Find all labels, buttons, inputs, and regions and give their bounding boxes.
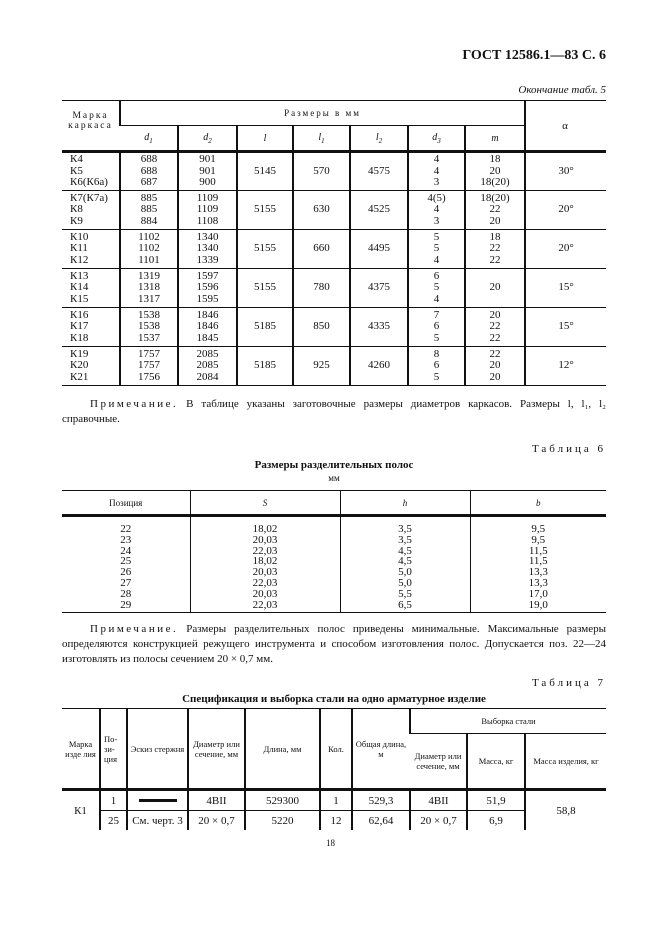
col-total-length: Общая длина, м	[352, 709, 410, 790]
cell-diameter: 4ВII	[188, 790, 245, 811]
col-header-l1: $l_1$	[293, 126, 350, 152]
col-header-m: m	[465, 126, 525, 152]
cell-l: 5155	[237, 191, 293, 230]
cell-l2: 4260	[350, 347, 408, 386]
cell-d2: 1597 1596 1595	[178, 269, 237, 308]
cell-length: 529300	[245, 790, 320, 811]
subscript: 1	[321, 136, 325, 145]
col-header-d3: $d_3$	[408, 126, 465, 152]
sizes-group-header: Размеры в мм	[120, 101, 525, 126]
cell-d2: 1340 1340 1339	[178, 230, 237, 269]
col-header: S	[190, 491, 340, 516]
col-quantity: Кол.	[320, 709, 352, 790]
cell-m: 20	[465, 269, 525, 308]
cell-l2: 4525	[350, 191, 408, 230]
cell-d3: 4(5) 4 3	[408, 191, 465, 230]
table-6	[62, 490, 606, 613]
col-mark-header: Марка каркаса	[62, 101, 120, 152]
table-row	[62, 191, 606, 230]
note-label: Примечание.	[90, 623, 179, 635]
cell-total-length: 529,3	[352, 790, 410, 811]
table-row	[62, 347, 606, 386]
cell-m: 18(20) 22 20	[465, 191, 525, 230]
col-steel-selection: Выборка стали	[410, 709, 606, 734]
note-label: Примечание.	[90, 398, 179, 410]
cell-alpha: 20°	[525, 230, 606, 269]
cell-m: 20 22 22	[465, 308, 525, 347]
cell-l: 5155	[237, 230, 293, 269]
cell-d1: 688 688 687	[120, 152, 178, 191]
table-row	[62, 811, 606, 831]
cell-item-mass: 58,8	[525, 790, 606, 831]
table7-label: Таблица 7	[531, 677, 606, 689]
col-header-d1: $d_1$	[120, 126, 178, 152]
cell-l2: 4375	[350, 269, 408, 308]
cell-alpha: 20°	[525, 191, 606, 230]
cell-marks: К4 К5 К6(К6а)	[62, 152, 120, 191]
col-header-l: l	[237, 126, 293, 152]
col-alpha-header: α	[525, 101, 606, 152]
cell-l1: 630	[293, 191, 350, 230]
cell-quantity: 12	[320, 811, 352, 831]
cell-l1: 925	[293, 347, 350, 386]
cell-d1: 1538 1538 1537	[120, 308, 178, 347]
table6-note	[62, 622, 606, 667]
cell-l: 5185	[237, 347, 293, 386]
cell-d3: 6 5 4	[408, 269, 465, 308]
cell-sel-diameter: 4ВII	[410, 790, 467, 811]
cell-quantity: 1	[320, 790, 352, 811]
cell-d2: 1846 1846 1845	[178, 308, 237, 347]
subscript: 1	[149, 136, 153, 145]
col-length: Длина, мм	[245, 709, 320, 790]
cell-marks: К10 К11 К12	[62, 230, 120, 269]
col-header-l2: $l_2$	[350, 126, 408, 152]
cell-l: 5155	[237, 269, 293, 308]
col-mark: Марка изде лия	[62, 709, 100, 790]
cell-l2: 4495	[350, 230, 408, 269]
cell-marks: К13 К14 К15	[62, 269, 120, 308]
page-number: 18	[326, 838, 335, 848]
cell-length: 5220	[245, 811, 320, 831]
subscript: 3	[437, 136, 441, 145]
cell-l2: 4335	[350, 308, 408, 347]
cell-l1: 850	[293, 308, 350, 347]
col-sketch: Эскиз стержня	[127, 709, 188, 790]
cell-l1: 660	[293, 230, 350, 269]
cell-d1: 1319 1318 1317	[120, 269, 178, 308]
cell-d3: 8 6 5	[408, 347, 465, 386]
column-values: 18,02 20,03 22,03 18,02 20,03 22,03 20,03 22,03	[190, 516, 340, 613]
cell-d1: 1102 1102 1101	[120, 230, 178, 269]
cell-alpha: 15°	[525, 308, 606, 347]
col-header: b	[470, 491, 606, 516]
col-sel-mass: Масса, кг	[467, 734, 525, 790]
cell-sel-mass: 51,9	[467, 790, 525, 811]
col-header: Позиция	[62, 491, 190, 516]
cell-d2: 2085 2085 2084	[178, 347, 237, 386]
table-5	[62, 100, 606, 386]
table-row	[62, 790, 606, 811]
cell-d1: 1757 1757 1756	[120, 347, 178, 386]
cell-sketch	[127, 790, 188, 811]
note-text: В таблице указаны заготовочные размеры диаметров каркасов. Размеры l, l₁, l₂ справочные.	[62, 398, 606, 425]
cell-sketch: См. черт. 3	[127, 811, 188, 831]
cell-marks: К19 К20 К21	[62, 347, 120, 386]
cell-marks: К7(К7а) К8 К9	[62, 191, 120, 230]
table5-continuation-label: Окончание табл. 5	[518, 84, 606, 96]
cell-l1: 780	[293, 269, 350, 308]
cell-l: 5185	[237, 308, 293, 347]
table-row	[62, 308, 606, 347]
table-7	[62, 708, 606, 830]
cell-position: 25	[100, 811, 127, 831]
col-sel-diameter: Диаметр или сечение, мм	[410, 734, 467, 790]
column-values: 3,5 3,5 4,5 4,5 5,0 5,0 5,5 6,5	[340, 516, 470, 613]
cell-d3: 5 5 4	[408, 230, 465, 269]
cell-sel-diameter: 20 × 0,7	[410, 811, 467, 831]
cell-position: 1	[100, 790, 127, 811]
table6-unit: мм	[328, 473, 340, 483]
table-row	[62, 152, 606, 191]
cell-alpha: 15°	[525, 269, 606, 308]
cell-mark: К1	[74, 804, 87, 817]
cell-d2: 1109 1109 1108	[178, 191, 237, 230]
cell-d2: 901 901 900	[178, 152, 237, 191]
table-row	[62, 269, 606, 308]
table5-note	[62, 397, 606, 427]
table6-label: Таблица 6	[531, 443, 606, 455]
cell-marks: К16 К17 К18	[62, 308, 120, 347]
col-position: По- зи- ция	[100, 709, 127, 790]
column-values: 9,5 9,5 11,5 11,5 13,3 13,3 17,0 19,0	[470, 516, 606, 613]
col-item-mass: Масса изделия, кг	[525, 734, 606, 790]
subscript: 2	[378, 136, 383, 145]
table-row	[62, 230, 606, 269]
cell-m: 18 20 18(20)	[465, 152, 525, 191]
cell-total-length: 62,64	[352, 811, 410, 831]
cell-alpha: 30°	[525, 152, 606, 191]
note-text: Размеры разделительных полос приведены минимальные. Максимальные размеры определяются конструкцией режущего инструмента и способом изготовления полос. Допускается поз. 22—24 изготовлять из полосы сечением 20 × 0,7 мм.	[62, 623, 606, 665]
rod-sketch-icon	[139, 799, 177, 802]
col-header-d2: $d_2$	[178, 126, 237, 152]
col-header: h	[340, 491, 470, 516]
col-diameter: Диаметр или сечение, мм	[188, 709, 245, 790]
cell-alpha: 12°	[525, 347, 606, 386]
table6-title: Размеры разделительных полос	[254, 459, 414, 471]
cell-l2: 4575	[350, 152, 408, 191]
standard-header: ГОСТ 12586.1—83 С. 6	[462, 48, 606, 63]
subscript: 2	[208, 136, 212, 145]
cell-d1: 885 885 884	[120, 191, 178, 230]
cell-m: 18 22 22	[465, 230, 525, 269]
table7-title: Спецификация и выборка стали на одно арматурное изделие	[182, 693, 486, 705]
cell-d3: 7 6 5	[408, 308, 465, 347]
cell-sel-mass: 6,9	[467, 811, 525, 831]
cell-d3: 4 4 3	[408, 152, 465, 191]
cell-diameter: 20 × 0,7	[188, 811, 245, 831]
cell-l1: 570	[293, 152, 350, 191]
column-values: 22 23 24 25 26 27 28 29	[120, 523, 132, 611]
cell-l: 5145	[237, 152, 293, 191]
cell-m: 22 20 20	[465, 347, 525, 386]
